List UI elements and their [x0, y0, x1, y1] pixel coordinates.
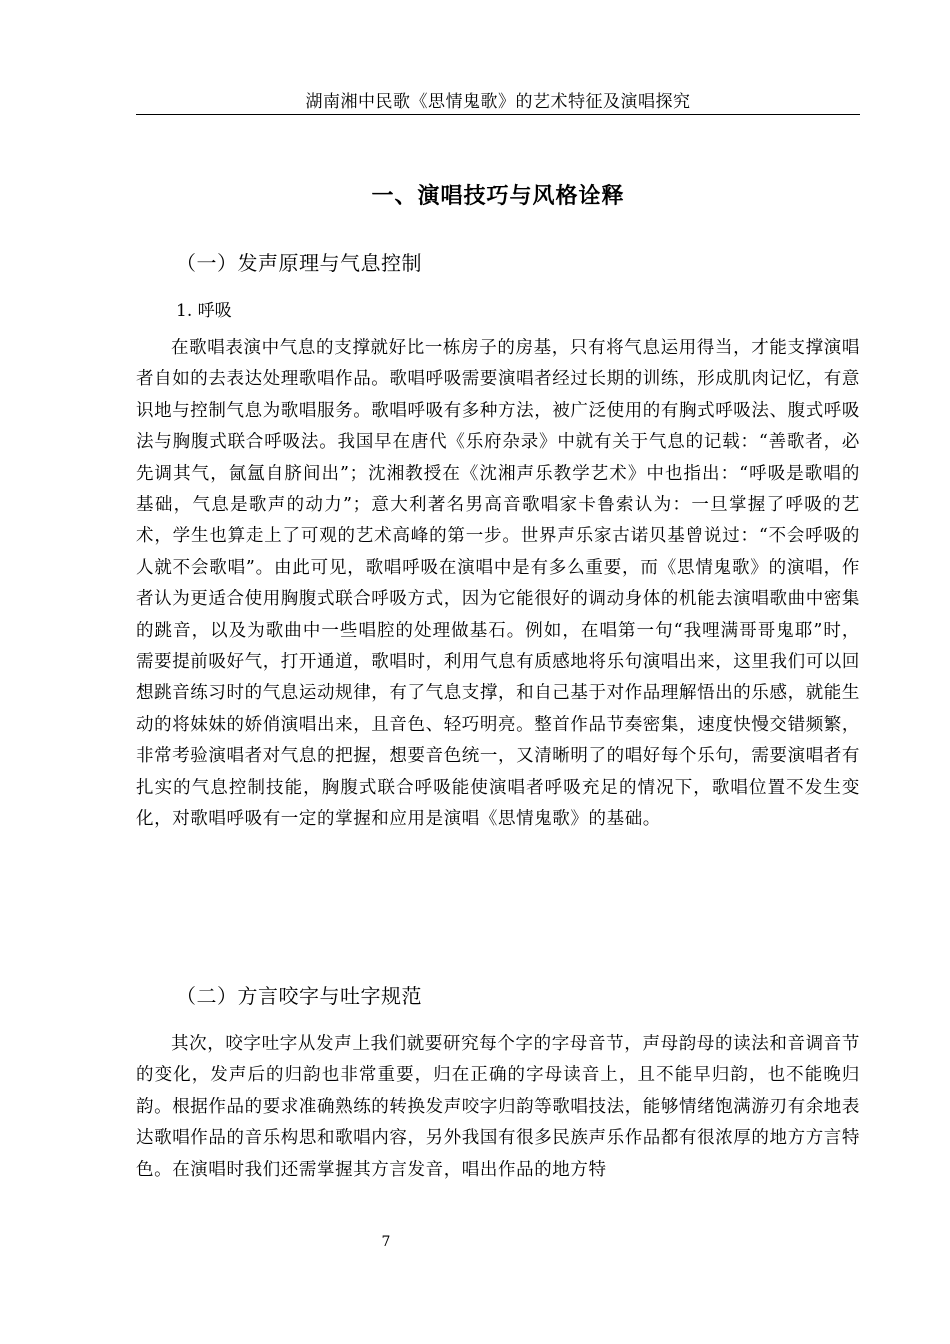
- paragraph-articulation: 其次，咬字吐字从发声上我们就要研究每个字的字母音节，声母韵母的读法和音调音节的变化，发声后的归韵也非常重要，归在正确的字母读音上，且不能早归韵，也不能晚归韵。根据作品的要求准确熟练的转换发声咬字归韵等歌唱技法，能够情绪饱满游刃有余地表达歌唱作品的音乐构思和歌唱内容，另外我国有很多民族声乐作品都有很浓厚的地方方言特色。在演唱时我们还需掌握其方言发音，唱出作品的地方特: [136, 1034, 860, 1180]
- header-rule: [136, 114, 860, 115]
- section-heading-1: （一）发声原理与气息控制: [176, 251, 422, 275]
- paragraph-breathing: 在歌唱表演中气息的支撑就好比一栋房子的房基，只有将气息运用得当，才能支撑演唱者自如的去表达处理歌唱作品。歌唱呼吸需要演唱者经过长期的训练，形成肌肉记忆，有意识地与控制气息为歌唱服务。歌唱呼吸有多种方法，被广泛使用的有胸式呼吸法、腹式呼吸法与胸腹式联合呼吸法。我国早在唐代《乐府杂录》中就有关于气息的记载：“善歌者，必先调其气，氤氲自脐间出”；沈湘教授在《沈湘声乐教学艺术》中也指出：“呼吸是歌唱的基础，气息是歌声的动力”；意大利著名男高音歌唱家卡鲁索认为：一旦掌握了呼吸的艺术，学生也算走上了可观的艺术高峰的第一步。世界声乐家古诺贝基曾说过：“不会呼吸的人就不会歌唱”。由此可见，歌唱呼吸在演唱中是有多么重要，而《思情鬼歌》的演唱，作者认为更适合使用胸腹式联合呼吸方式，因为它能很好的调动身体的机能去演唱歌曲中密集的跳音，以及为歌曲中一些唱腔的处理做基石。例如，在唱第一句“我哩满哥哥鬼耶”时，需要提前吸好气，打开通道，歌唱时，利用气息有质感地将乐句演唱出来，这里我们可以回想跳音练习时的气息运动规律，有了气息支撑，和自己基于对作品理解悟出的乐感，就能生动的将妹妹的娇俏演唱出来，且音色、轻巧明亮。整首作品节奏密集，速度快慢交错频繁，非常考验演唱者对气息的把握，想要音色统一，又清晰明了的唱好每个乐句，需要演唱者有扎实的气息控制技能，胸腹式联合呼吸能使演唱者呼吸充足的情况下，歌唱位置不发生变化，对歌唱呼吸有一定的掌握和应用是演唱《思情鬼歌》的基础。: [136, 338, 860, 830]
- section-heading-2: （二）方言咬字与吐字规范: [176, 984, 422, 1008]
- running-header: 湖南湘中民歌《思情鬼歌》的艺术特征及演唱探究: [305, 92, 691, 112]
- chapter-title: 一、演唱技巧与风格诠释: [371, 184, 625, 209]
- page-number: 7: [381, 1234, 391, 1250]
- subsection-heading-breathing: 1. 呼吸: [176, 301, 232, 321]
